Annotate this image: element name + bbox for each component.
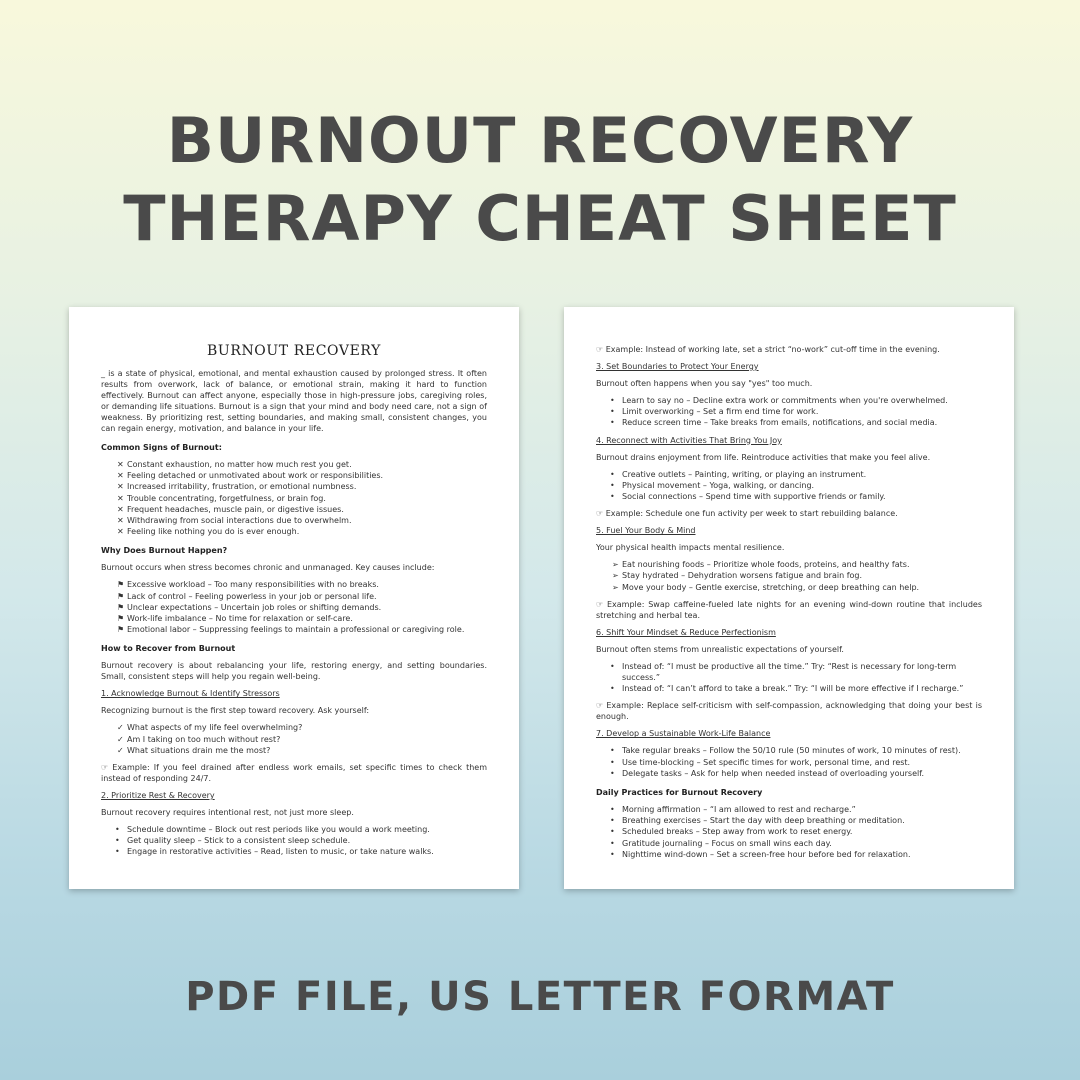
document-title: BURNOUT RECOVERY [207,343,381,359]
list-marker-icon: ⚑ [117,614,125,624]
document-page-2 [564,307,1014,889]
recover-heading: How to Recover from Burnout [101,644,236,654]
list-marker-icon: • [610,768,615,778]
example-top: ☞ Example: Instead of working late, set a strict “no-work” cut-off time in the evening. [596,345,940,354]
step-1-list [101,722,487,756]
footer-caption: PDF FILE, US LETTER FORMAT [185,974,895,1020]
list-item [596,815,982,826]
headline-line-2: THERAPY CHEAT SHEET [123,182,957,255]
step-5-example: ☞ Example: Swap caffeine-fueled late nights for an evening wind-down routine that includes stretching and herbal tea. [596,599,982,620]
list-item-text: Increased irritability, frustration, or emotional numbness. [127,482,357,492]
list-item-text: Limit overworking – Set a firm end time for work. [622,407,819,417]
list-item-text: Trouble concentrating, forgetfulness, or brain fog. [127,493,326,503]
step-4-text: Burnout drains enjoyment from life. Reintroduce activities that make you feel alive. [596,452,931,462]
list-marker-icon: • [610,418,615,428]
step-5-title: 5. Fuel Your Body & Mind [596,526,696,536]
step-5-text: Your physical health impacts mental resilience. [596,543,785,553]
list-marker-icon: • [610,849,615,859]
list-item [101,481,487,492]
step-7-list [596,745,982,779]
step-6-list [596,661,982,695]
step-1-text: Recognizing burnout is the first step toward recovery. Ask yourself: [101,706,370,716]
list-item-text: Delegate tasks – Ask for help when needed instead of overloading yourself. [622,768,925,778]
list-item [596,661,982,683]
list-marker-icon: ⚑ [117,602,125,612]
list-item [596,395,982,406]
list-marker-icon: • [610,469,615,479]
list-item-text: Creative outlets – Painting, writing, or playing an instrument. [622,469,867,479]
list-item [101,579,487,590]
list-item [101,470,487,481]
list-marker-icon: • [610,407,615,417]
list-item [596,849,982,860]
list-marker-icon: ✓ [117,745,124,755]
list-marker-icon: • [610,838,615,848]
list-item-text: Frequent headaches, muscle pain, or digestive issues. [127,504,344,514]
list-marker-icon: • [610,757,615,767]
list-item [596,683,982,694]
signs-list [101,459,487,537]
causes-list [101,579,487,635]
list-item [596,406,982,417]
list-item-text: Stay hydrated – Dehydration worsens fatigue and brain fog. [622,571,863,581]
list-marker-icon: ✕ [117,527,124,537]
daily-heading: Daily Practices for Burnout Recovery [596,788,763,798]
step-2-title: 2. Prioritize Rest & Recovery [101,791,215,801]
intro-paragraph: _ is a state of physical, emotional, and mental exhaustion caused by prolonged stress. It often results from overwork, lack of balance, or emotional strain, making it hard to function effectively. Burnout can affect anyone, especially those in high-pressure jobs, caregiving roles, or demanding life situations. Burnout is a sign that your mind and body need care, not a sign of weakness. By prioritizing rest, setting boundaries, and making small, consistent changes, you can regain energy, motivation, and balance in your life. [101,369,487,433]
list-item-text: Learn to say no – Decline extra work or commitments when you're overwhelmed. [622,396,948,405]
list-item-text: What aspects of my life feel overwhelming? [127,723,303,733]
list-item-text: Scheduled breaks – Step away from work to reset energy. [622,827,853,837]
list-item [101,526,487,537]
list-item [101,835,487,846]
list-marker-icon: ⚑ [117,625,125,635]
list-item-text: Instead of: “I must be productive all the time.” Try: “Rest is necessary for long-term success.” [622,661,957,683]
list-item-text: Emotional labor – Suppressing feelings to maintain a professional or caregiving role. [127,625,465,635]
list-marker-icon: • [115,825,120,835]
list-marker-icon: ✕ [117,460,124,469]
list-marker-icon: • [610,480,615,490]
step-3-text: Burnout often happens when you say "yes" too much. [596,379,813,388]
step-7-title: 7. Develop a Sustainable Work-Life Balance [596,729,771,739]
list-item [596,469,982,480]
list-item-text: Morning affirmation – “I am allowed to rest and recharge.” [622,805,856,815]
step-1-title: 1. Acknowledge Burnout & Identify Stressors [101,689,280,699]
list-item [101,722,487,733]
list-marker-icon: ⚑ [117,580,125,590]
list-item [596,559,982,570]
list-marker-icon: • [115,847,120,857]
list-item [101,504,487,515]
list-item [596,480,982,491]
step-3-list [596,395,982,429]
list-item-text: Physical movement – Yoga, walking, or dancing. [622,480,815,490]
document-page-1 [69,307,519,889]
list-marker-icon: ➢ [612,571,619,581]
list-item [101,459,487,470]
list-marker-icon: ✕ [117,493,124,503]
list-marker-icon: ✓ [117,723,124,733]
list-marker-icon: ⚑ [117,591,125,601]
list-item-text: Constant exhaustion, no matter how much rest you get. [127,460,352,469]
list-item-text: Social connections – Spend time with supportive friends or family. [622,492,886,502]
list-marker-icon: • [610,396,615,405]
list-item [101,745,487,756]
step-5-list [596,559,982,593]
list-item-text: Lack of control – Feeling powerless in your job or personal life. [127,591,377,601]
list-item [596,768,982,779]
list-item-text: Gratitude journaling – Focus on small wins each day. [622,838,832,848]
list-marker-icon: • [610,827,615,837]
list-marker-icon: • [610,492,615,502]
list-item [101,824,487,835]
list-item-text: Feeling like nothing you do is ever enough. [127,527,300,537]
list-marker-icon: ➢ [612,582,619,592]
list-item-text: Feeling detached or unmotivated about work or responsibilities. [127,471,384,481]
list-marker-icon: • [610,746,615,756]
list-item [101,846,487,857]
step-4-list [596,469,982,503]
why-heading: Why Does Burnout Happen? [101,546,228,556]
list-item-text: Unclear expectations – Uncertain job roles or shifting demands. [127,602,382,612]
list-marker-icon: • [115,836,120,846]
daily-list [596,804,982,860]
step-6-text: Burnout often stems from unrealistic expectations of yourself. [596,644,844,654]
step-6-example: ☞ Example: Replace self-criticism with self-compassion, acknowledging that doing your best is enough. [596,701,982,722]
list-item [101,493,487,504]
list-item-text: Reduce screen time – Take breaks from emails, notifications, and social media. [622,418,938,428]
list-item [596,570,982,581]
list-item [596,417,982,428]
list-item-text: Instead of: “I can’t afford to take a break.” Try: “I will be more effective if I recharge.” [622,684,964,694]
list-item [596,826,982,837]
list-marker-icon: • [610,684,615,694]
list-item [101,613,487,624]
list-item-text: Eat nourishing foods – Prioritize whole foods, proteins, and healthy fats. [622,560,910,570]
list-marker-icon: ➢ [612,560,619,570]
list-marker-icon: ✕ [117,482,124,492]
list-item-text: Withdrawing from social interactions due to overwhelm. [127,516,352,526]
list-marker-icon: • [610,805,615,815]
signs-heading: Common Signs of Burnout: [101,443,222,452]
list-item-text: What situations drain me the most? [127,745,271,755]
headline-line-1: BURNOUT RECOVERY [166,104,914,177]
recover-text: Burnout recovery is about rebalancing your life, restoring energy, and setting boundaries. Small, consistent steps will help you regain well-being. [101,661,487,682]
step-3-title: 3. Set Boundaries to Protect Your Energy [596,362,759,371]
list-item [596,491,982,502]
step-1-example: ☞ Example: If you feel drained after endless work emails, set specific times to check them instead of responding 24/7. [101,763,487,784]
list-marker-icon: ✕ [117,504,124,514]
list-marker-icon: ✓ [117,734,124,744]
step-2-text: Burnout recovery requires intentional rest, not just more sleep. [101,808,354,818]
list-item-text: Use time-blocking – Set specific times for work, personal time, and rest. [622,757,911,767]
list-item-text: Breathing exercises – Start the day with deep breathing or meditation. [622,816,905,826]
list-item-text: Engage in restorative activities – Read, listen to music, or take nature walks. [127,847,434,857]
why-text: Burnout occurs when stress becomes chronic and unmanaged. Key causes include: [101,563,435,573]
step-2-list [101,824,487,858]
list-item-text: Take regular breaks – Follow the 50/10 rule (50 minutes of work, 10 minutes of rest). [622,746,961,756]
list-item-text: Work-life imbalance – No time for relaxation or self-care. [127,614,353,624]
list-item-text: Am I taking on too much without rest? [127,734,281,744]
list-item [596,838,982,849]
step-4-title: 4. Reconnect with Activities That Bring You Joy [596,435,782,445]
list-item-text: Move your body – Gentle exercise, stretching, or deep breathing can help. [622,582,920,592]
list-item [101,591,487,602]
step-6-title: 6. Shift Your Mindset & Reduce Perfectionism [596,627,776,637]
list-item [596,745,982,756]
step-4-example: ☞ Example: Schedule one fun activity per week to start rebuilding balance. [596,509,898,519]
list-item-text: Excessive workload – Too many responsibilities with no breaks. [127,580,379,590]
list-item [596,582,982,593]
list-item-text: Nighttime wind-down – Set a screen-free hour before bed for relaxation. [622,849,911,859]
list-item-text: Get quality sleep – Stick to a consistent sleep schedule. [127,836,351,846]
list-item [101,624,487,635]
list-marker-icon: ✕ [117,471,124,481]
list-item [596,757,982,768]
list-marker-icon: ✕ [117,516,124,526]
list-item [101,734,487,745]
list-marker-icon: • [610,661,615,671]
list-marker-icon: • [610,816,615,826]
list-item-text: Schedule downtime – Block out rest periods like you would a work meeting. [127,825,430,835]
list-item [101,602,487,613]
list-item [596,804,982,815]
list-item [101,515,487,526]
